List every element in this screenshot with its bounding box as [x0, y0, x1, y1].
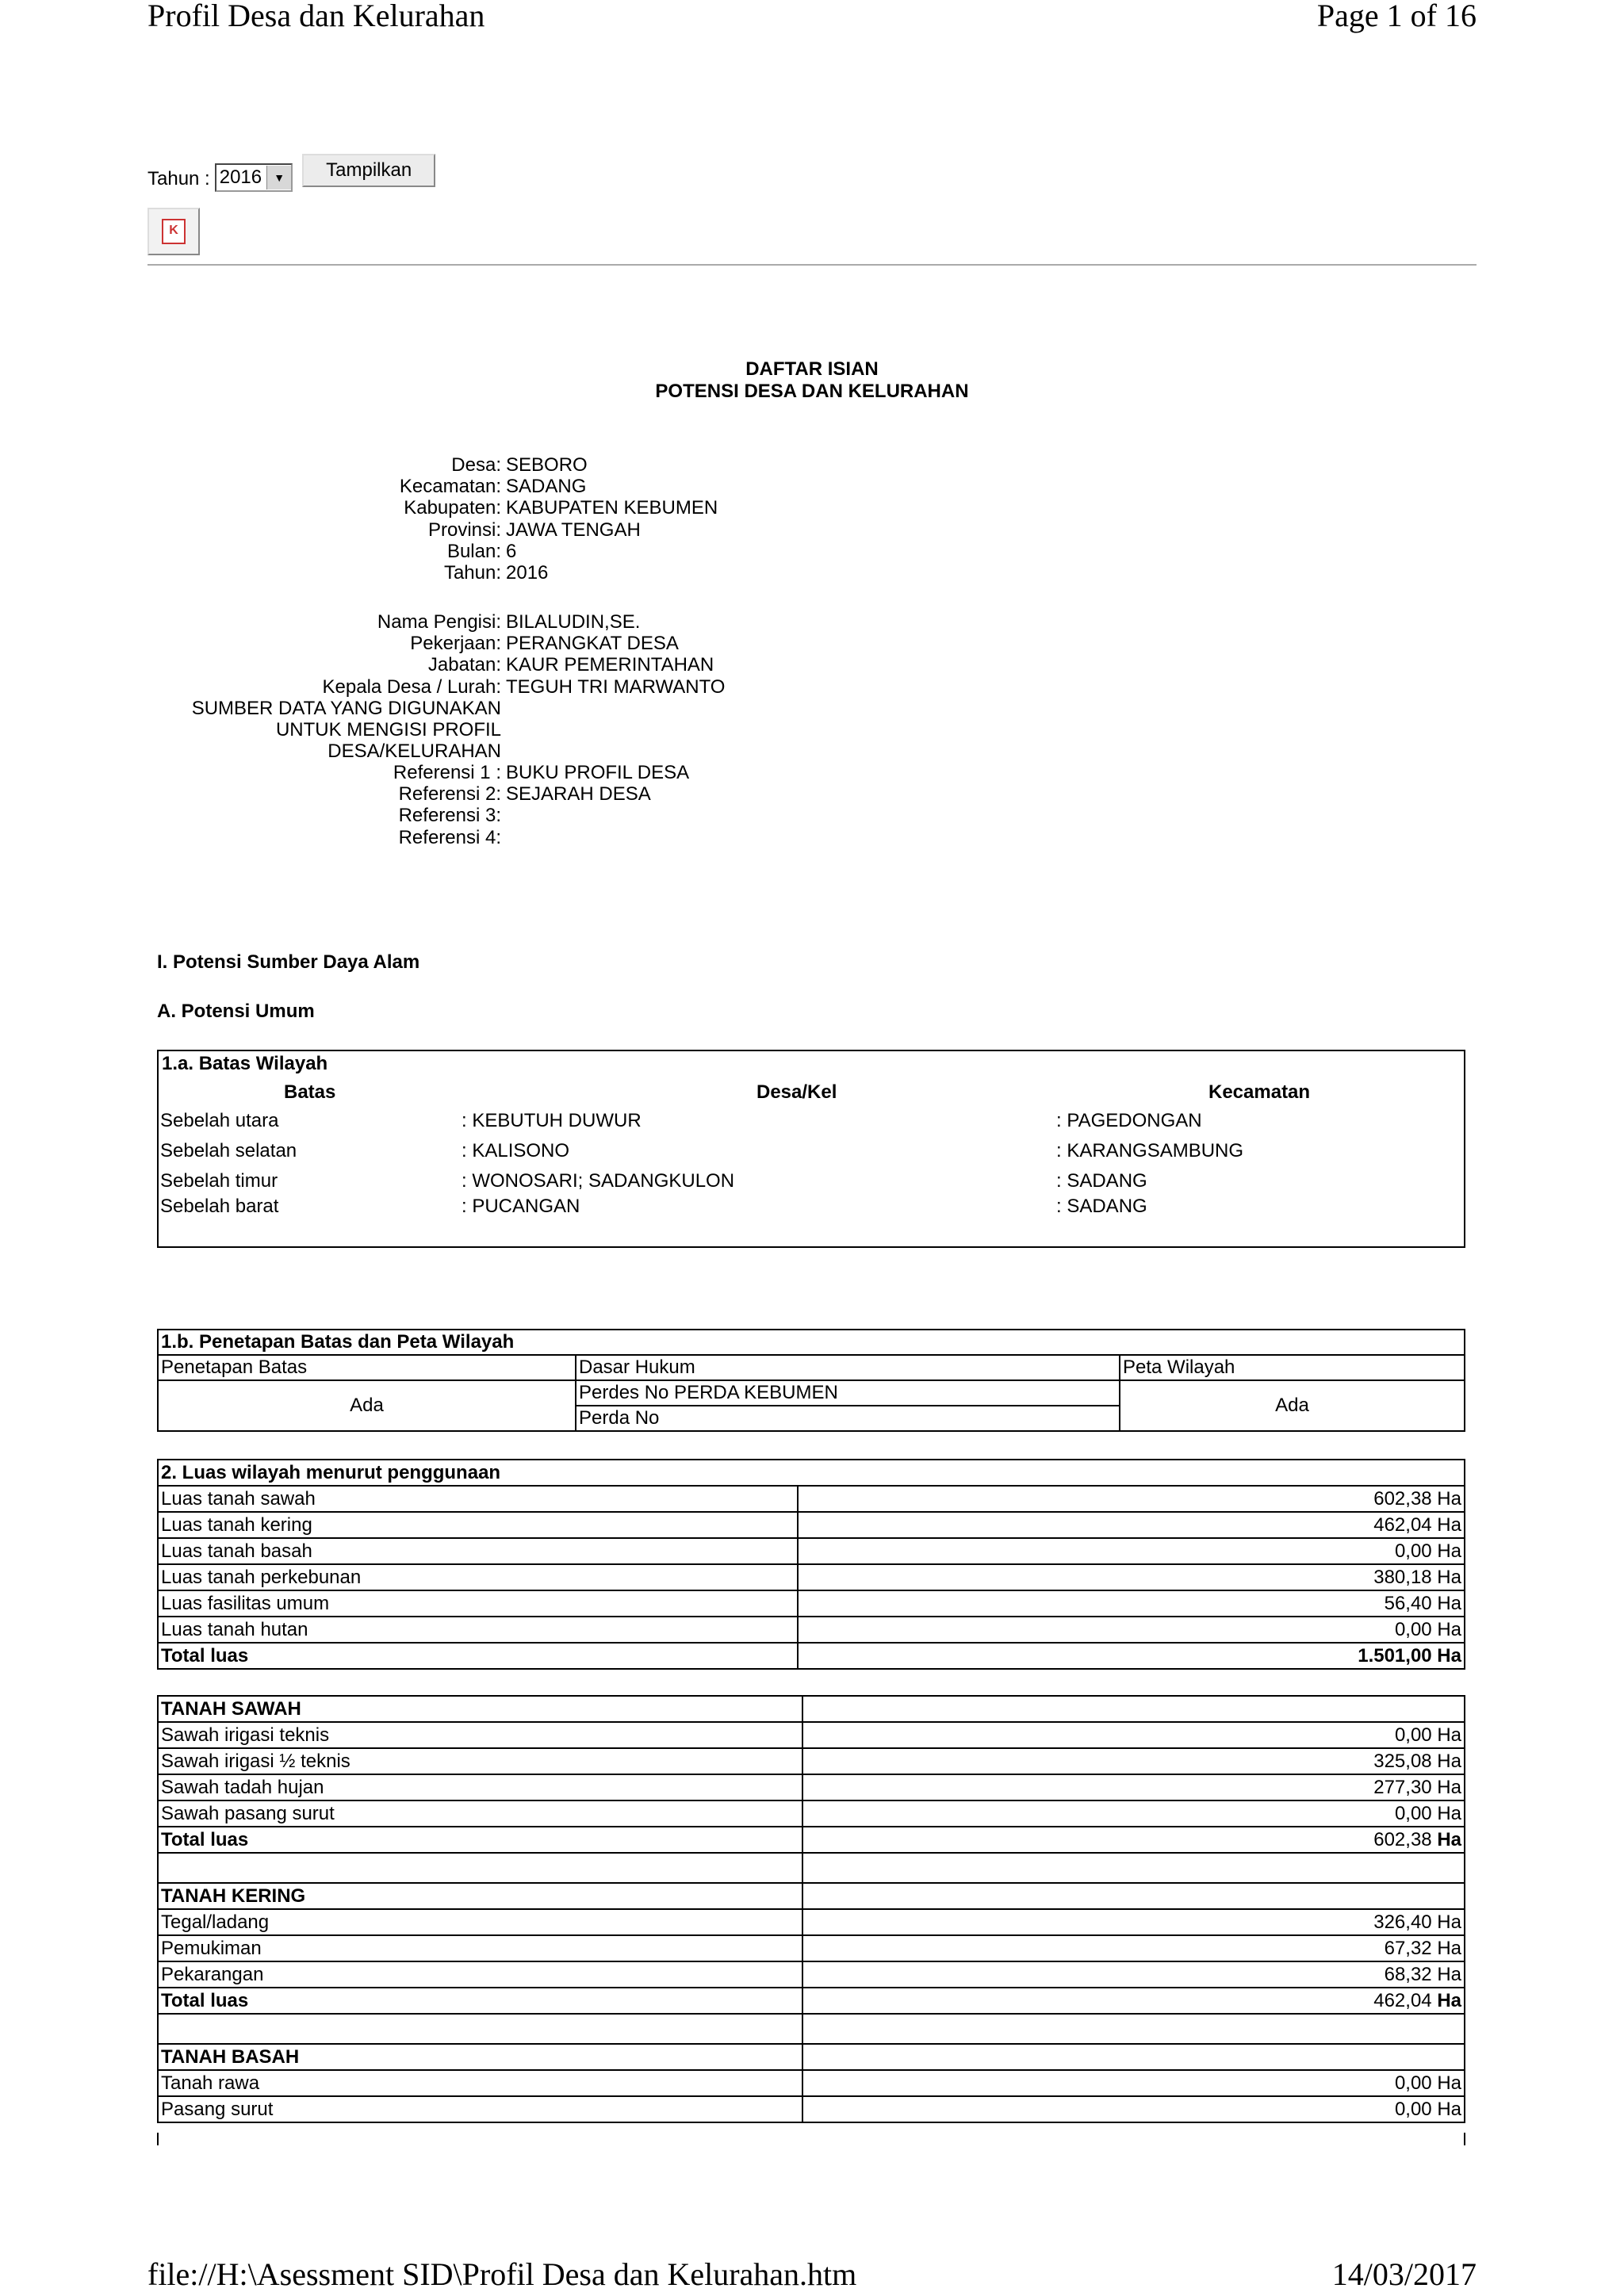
table-row	[158, 1617, 1465, 1643]
dasar-hukum-value: Perdes No PERDA KEBUMEN	[576, 1380, 1120, 1406]
batas-wilayah-table	[157, 1050, 1465, 1248]
batas-cell: Sebelah utara	[160, 1110, 279, 1131]
document-title-line1: DAFTAR ISIAN	[745, 358, 879, 380]
tanah-value: 0,00 Ha	[802, 1800, 1465, 1827]
table-row	[158, 1774, 1465, 1800]
tahun-select[interactable]	[215, 163, 293, 192]
tanah-label: Tegal/ladang	[158, 1909, 802, 1935]
table-row	[158, 1538, 1465, 1564]
batas-cell: Sebelah timur	[160, 1170, 278, 1192]
subsection-heading: A. Potensi Umum	[157, 1001, 315, 1022]
identity-row	[147, 541, 861, 562]
tahun-select-value: 2016	[219, 166, 262, 188]
penetapan-batas-table	[157, 1329, 1465, 1432]
table-row	[158, 1590, 1465, 1617]
tanah-value: 68,32 Ha	[802, 1961, 1465, 1988]
tanah-label: Tanah rawa	[158, 2070, 802, 2096]
identity-row	[147, 454, 861, 476]
identity-block	[147, 454, 861, 584]
tanah-value: 67,32 Ha	[802, 1935, 1465, 1961]
total-value	[802, 1827, 1465, 1853]
filler-block	[147, 611, 861, 698]
sumber-line: SUMBER DATA YANG DIGUNAKAN	[191, 698, 501, 719]
filler-key: Jabatan:	[427, 654, 501, 676]
sumber-line: UNTUK MENGISI PROFIL	[275, 719, 501, 741]
year-filter-form	[147, 149, 435, 192]
tanah-value: 326,40 Ha	[802, 1909, 1465, 1935]
luas-label: Luas tanah perkebunan	[158, 1564, 798, 1590]
kecamatan-cell: : KARANGSAMBUNG	[1056, 1140, 1244, 1161]
tanah-value: 0,00 Ha	[802, 1722, 1465, 1748]
identity-value: 2016	[506, 561, 549, 584]
chevron-down-icon[interactable]: ▼	[266, 166, 291, 189]
desa-cell: : KEBUTUH DUWUR	[462, 1110, 642, 1131]
total-value: 1.501,00 Ha	[798, 1643, 1465, 1669]
desa-cell: : PUCANGAN	[462, 1196, 580, 1217]
table-row	[158, 1748, 1465, 1774]
identity-value: KABUPATEN KEBUMEN	[506, 497, 718, 519]
export-icon: K	[162, 219, 186, 244]
table-row	[158, 2070, 1465, 2096]
filler-row	[147, 676, 861, 698]
kecamatan-cell: : SADANG	[1056, 1170, 1147, 1192]
penetapan-title: 1.b. Penetapan Batas dan Peta Wilayah	[158, 1330, 1465, 1355]
table-row	[158, 1800, 1465, 1827]
desa-cell: : WONOSARI; SADANGKULON	[462, 1170, 735, 1192]
penetapan-value: Ada	[158, 1380, 576, 1431]
desa-cell: : KALISONO	[462, 1140, 570, 1161]
total-row	[158, 1643, 1465, 1669]
tanah-value: 0,00 Ha	[802, 2070, 1465, 2096]
luas-label: Luas fasilitas umum	[158, 1590, 798, 1617]
luas-title: 2. Luas wilayah menurut penggunaan	[158, 1460, 1465, 1486]
category-title: TANAH SAWAH	[158, 1696, 802, 1722]
luas-wilayah-table	[157, 1459, 1465, 1670]
luas-value: 56,40 Ha	[798, 1590, 1465, 1617]
identity-value: 6	[506, 540, 517, 562]
print-header-page-number: Page 1 of 16	[1316, 0, 1477, 33]
total-row	[158, 1827, 1465, 1853]
column-header: Batas	[284, 1081, 336, 1103]
luas-value: 0,00 Ha	[798, 1617, 1465, 1643]
identity-key: Kecamatan:	[399, 476, 501, 498]
luas-value: 602,38 Ha	[798, 1486, 1465, 1512]
batas-cell: Sebelah barat	[160, 1196, 279, 1217]
filler-row	[147, 654, 861, 675]
total-label: Total luas	[158, 1827, 802, 1853]
luas-label: Luas tanah kering	[158, 1512, 798, 1538]
tanah-value: 325,08 Ha	[802, 1748, 1465, 1774]
referensi-row	[147, 783, 861, 805]
print-footer-path: file://H:\Asessment SID\Profil Desa dan Kelurahan.htm	[147, 2256, 857, 2292]
kecamatan-cell: : SADANG	[1056, 1196, 1147, 1217]
tanah-value: 0,00 Ha	[802, 2096, 1465, 2122]
tanah-label: Pemukiman	[158, 1935, 802, 1961]
table-row	[158, 1909, 1465, 1935]
filler-key: Nama Pengisi:	[377, 611, 501, 633]
column-header: Desa/Kel	[756, 1081, 837, 1103]
tanah-label: Pekarangan	[158, 1961, 802, 1988]
identity-value: JAWA TENGAH	[506, 519, 641, 541]
tanah-label: Pasang surut	[158, 2096, 802, 2122]
table-row	[158, 1512, 1465, 1538]
table-row	[158, 1486, 1465, 1512]
table-row	[158, 1564, 1465, 1590]
table-row	[158, 1935, 1465, 1961]
filler-value: PERANGKAT DESA	[506, 633, 679, 655]
section-heading: I. Potensi Sumber Daya Alam	[157, 951, 420, 973]
table-row	[158, 1722, 1465, 1748]
table-continuation	[157, 2133, 1465, 2145]
category-title: TANAH BASAH	[158, 2044, 802, 2070]
batas-cell: Sebelah selatan	[160, 1140, 297, 1161]
total-unit: Ha	[1437, 1829, 1461, 1850]
print-header-title: Profil Desa dan Kelurahan	[147, 0, 485, 33]
referensi-value: SEJARAH DESA	[506, 783, 651, 806]
referensi-value	[501, 805, 506, 826]
column-header: Kecamatan	[1208, 1081, 1311, 1103]
filler-value: TEGUH TRI MARWANTO	[506, 675, 726, 698]
total-label: Total luas	[158, 1643, 798, 1669]
dasar-hukum-value: Perda No	[576, 1406, 1120, 1431]
luas-label: Luas tanah sawah	[158, 1486, 798, 1512]
document-title	[0, 358, 1624, 403]
tahun-label: Tahun :	[147, 168, 210, 189]
filler-key: Pekerjaan:	[410, 633, 501, 655]
tampilkan-button[interactable]: Tampilkan	[302, 154, 435, 187]
luas-value: 380,18 Ha	[798, 1564, 1465, 1590]
total-unit: Ha	[1437, 1990, 1461, 2011]
filler-value: KAUR PEMERINTAHAN	[506, 654, 714, 676]
identity-row	[147, 519, 861, 541]
luas-label: Luas tanah basah	[158, 1538, 798, 1564]
referensi-row	[147, 762, 861, 783]
identity-value: SADANG	[506, 476, 587, 498]
print-button[interactable]	[147, 208, 200, 255]
identity-value: SEBORO	[506, 454, 588, 476]
identity-key: Provinsi:	[427, 519, 501, 541]
column-header: Penetapan Batas	[158, 1355, 576, 1380]
peta-wilayah-value: Ada	[1120, 1380, 1465, 1431]
tanah-label: Sawah pasang surut	[158, 1800, 802, 1827]
total-number: 602,38	[1373, 1829, 1432, 1850]
column-header: Dasar Hukum	[576, 1355, 1120, 1380]
total-row	[158, 1988, 1465, 2014]
identity-key: Bulan:	[446, 540, 501, 562]
filler-row	[147, 611, 861, 633]
total-number: 462,04	[1373, 1990, 1432, 2011]
tanah-label: Sawah irigasi ½ teknis	[158, 1748, 802, 1774]
referensi-value	[501, 827, 506, 848]
sumber-data-label	[147, 698, 501, 763]
referensi-value: BUKU PROFIL DESA	[506, 762, 690, 783]
sumber-line: DESA/KELURAHAN	[327, 740, 501, 763]
referensi-key: Referensi 4:	[398, 826, 501, 848]
identity-row	[147, 476, 861, 497]
table-row	[158, 1961, 1465, 1988]
luas-value: 0,00 Ha	[798, 1538, 1465, 1564]
referensi-row	[147, 827, 861, 848]
tanah-detail-table	[157, 1695, 1465, 2123]
category-title: TANAH KERING	[158, 1883, 802, 1909]
total-value	[802, 1988, 1465, 2014]
total-label: Total luas	[158, 1988, 802, 2014]
tanah-label: Sawah irigasi teknis	[158, 1722, 802, 1748]
referensi-key: Referensi 1 :	[393, 762, 501, 783]
referensi-key: Referensi 2:	[398, 783, 501, 806]
divider	[147, 264, 1477, 266]
luas-value: 462,04 Ha	[798, 1512, 1465, 1538]
identity-row	[147, 562, 861, 584]
referensi-block	[147, 762, 861, 848]
tanah-label: Sawah tadah hujan	[158, 1774, 802, 1800]
filler-value: BILALUDIN,SE.	[506, 611, 641, 633]
filler-key: Kepala Desa / Lurah:	[322, 675, 501, 698]
table-row	[158, 2096, 1465, 2122]
print-footer-date: 14/03/2017	[1331, 2256, 1477, 2292]
referensi-row	[147, 805, 861, 826]
referensi-key: Referensi 3:	[398, 805, 501, 827]
batas-wilayah-title: 1.a. Batas Wilayah	[162, 1053, 328, 1074]
identity-key: Tahun:	[443, 561, 501, 584]
identity-row	[147, 497, 861, 519]
kecamatan-cell: : PAGEDONGAN	[1056, 1110, 1202, 1131]
tanah-value: 277,30 Ha	[802, 1774, 1465, 1800]
column-header: Peta Wilayah	[1120, 1355, 1465, 1380]
identity-key: Desa:	[451, 454, 501, 476]
luas-label: Luas tanah hutan	[158, 1617, 798, 1643]
filler-row	[147, 633, 861, 654]
document-title-line2: POTENSI DESA DAN KELURAHAN	[655, 381, 969, 402]
identity-key: Kabupaten:	[404, 497, 501, 519]
